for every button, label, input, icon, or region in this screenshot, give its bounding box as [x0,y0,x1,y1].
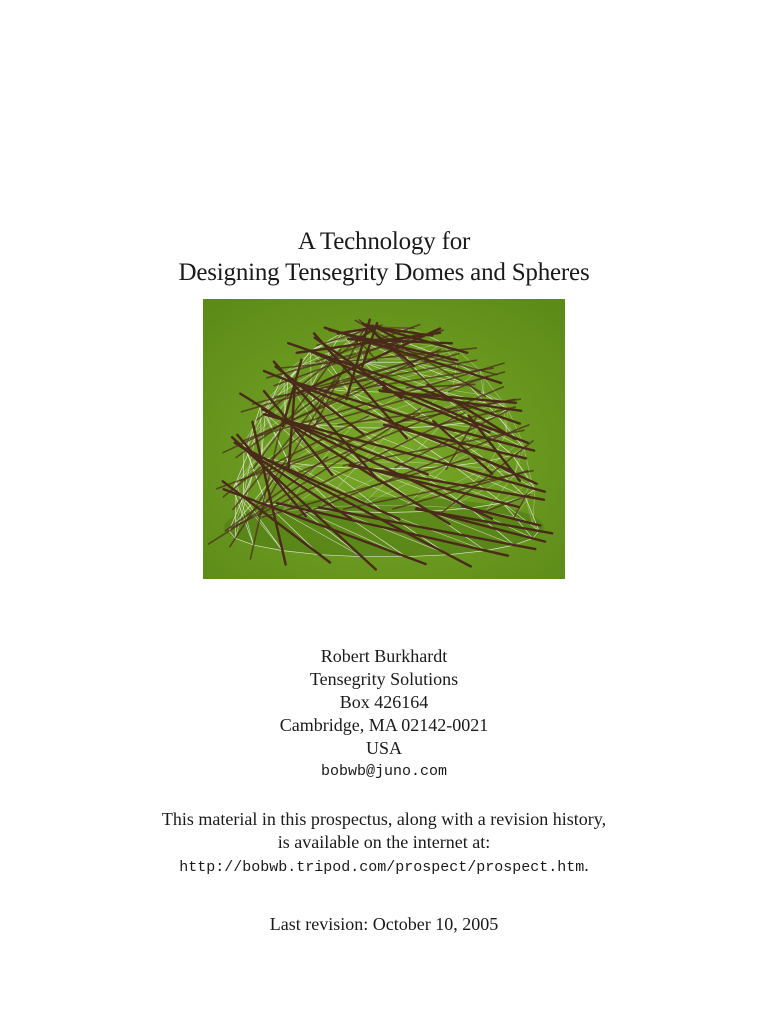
notice-line-2: is available on the internet at: [277,832,491,852]
title-line-2: Designing Tensegrity Domes and Spheres [178,259,590,286]
tensegrity-dome-image [203,299,565,579]
author-city: Cambridge, MA 02142-0021 [279,715,489,735]
author-organization: Tensegrity Solutions [309,669,459,689]
notice-url-line [0,854,768,877]
url-period: . [584,855,589,875]
prospectus-url-link[interactable]: http://bobwb.tripod.com/prospect/prospect.htm [179,859,585,876]
author-email[interactable]: bobwb@juno.com [320,763,448,780]
author-box: Box 426164 [339,692,429,712]
title-line-1: A Technology for [297,228,471,255]
dome-illustration [203,299,565,579]
author-block [0,645,768,783]
revision-block [0,913,768,936]
author-name: Robert Burkhardt [320,646,448,666]
availability-notice [0,808,768,877]
notice-line-1: This material in this prospectus, along with a revision history, [161,809,607,829]
author-country: USA [365,738,402,758]
last-revision: Last revision: October 10, 2005 [269,914,499,934]
